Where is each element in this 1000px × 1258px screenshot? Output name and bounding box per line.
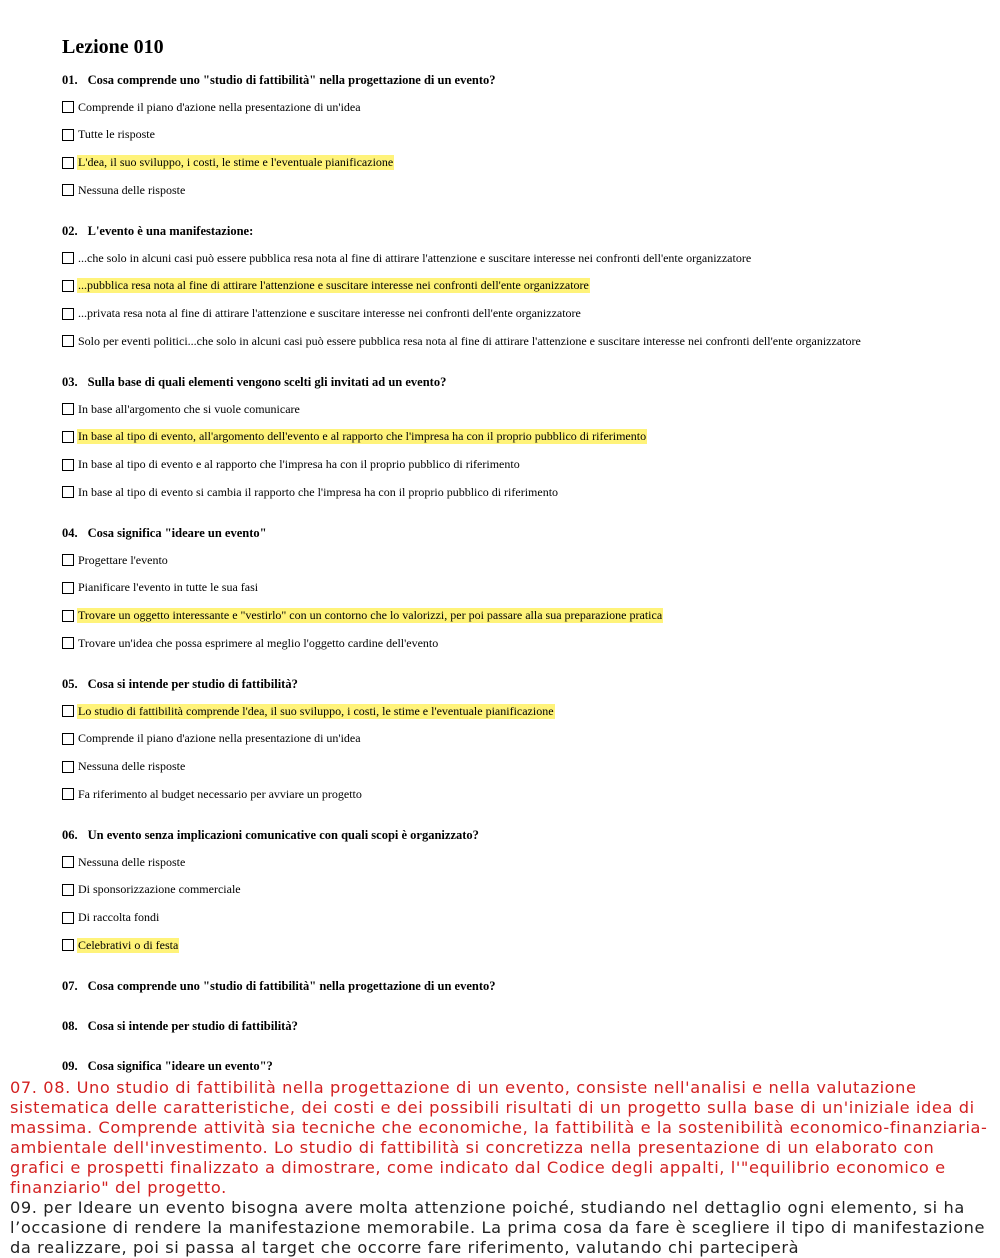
answer-text: In base all'argomento che si vuole comunicare [78, 401, 300, 416]
answer-checkbox[interactable] [62, 856, 74, 868]
question-number: 01. [62, 73, 78, 87]
question-number: 06. [62, 828, 78, 842]
question-text: L'evento è una manifestazione: [87, 224, 254, 238]
answer-text: Pianificare l'evento in tutte le sua fasi [78, 580, 259, 595]
question-number: 09. [62, 1059, 78, 1073]
answer-option[interactable] [62, 333, 862, 349]
answer-text: Comprende il piano d'azione nella presentazione di un'idea [78, 99, 361, 114]
correct-answer-text: Trovare un oggetto interessante e "vestirlo" con un contorno che lo valorizzi, per poi passare alla sua preparazione pratica [78, 608, 663, 623]
answer-checkbox[interactable] [62, 939, 74, 951]
answer-checkbox[interactable] [62, 101, 74, 113]
correct-answer-text: Lo studio di fattibilità comprende l'dea, il suo sviluppo, i costi, le stime e l'eventuale pianificazione [78, 703, 554, 718]
question-number: 03. [62, 375, 78, 389]
question-text: Cosa si intende per studio di fattibilità? [87, 677, 298, 691]
answer-text: Solo per eventi politici...che solo in alcuni casi può essere pubblica resa nota al fine di attirare l'attenzione e suscitare interesse nei confronti dell'ente organizzatore [78, 333, 861, 348]
answer-checkbox[interactable] [62, 252, 74, 264]
answer-option[interactable] [62, 127, 156, 143]
answer-option[interactable] [62, 882, 242, 898]
answer-option[interactable] [62, 155, 394, 171]
question-text: Cosa significa "ideare un evento" [87, 526, 267, 540]
answer-checkbox[interactable] [62, 582, 74, 594]
answer-option[interactable] [62, 759, 186, 775]
answer-option[interactable] [62, 580, 259, 596]
answer-option[interactable] [62, 635, 439, 651]
answer-checkbox[interactable] [62, 129, 74, 141]
answer-checkbox[interactable] [62, 157, 74, 169]
question-text: Sulla base di quali elementi vengono scelti gli invitati ad un evento? [87, 375, 447, 389]
answer-checkbox[interactable] [62, 431, 74, 443]
answer-option[interactable] [62, 250, 752, 266]
correct-answer-text: ...pubblica resa nota al fine di attirare l'attenzione e suscitare interesse nei confronti dell'ente organizzatore [78, 278, 589, 293]
answer-option[interactable] [62, 278, 590, 294]
question-6 [62, 828, 479, 843]
answer-option[interactable] [62, 910, 160, 926]
answer-checkbox[interactable] [62, 403, 74, 415]
answer-checkbox[interactable] [62, 459, 74, 471]
answer-option[interactable] [62, 703, 555, 719]
answer-note-09: 09. per Ideare un evento bisogna avere molta attenzione poiché, studiando nel dettaglio ogni elemento, si ha l’occasione di rendere la manifestazione memorabile. La prima cosa da fare è scegliere il tipo di manifestazione da realizzare, poi si passa al target che occorre fare riferimento, valutando chi parteciperà [10, 1198, 986, 1257]
answer-text: Comprende il piano d'azione nella presentazione di un'idea [78, 731, 361, 746]
answer-note-07-08: 07. 08. Uno studio di fattibilità nella progettazione di un evento, consiste nell'analisi e nella valutazione sistematica delle caratteristiche, dei costi e dei possibili risultati di un progetto sulla base di un'iniziale idea di massima. Comprende attività sia tecniche che economiche, la fattibilità e la sostenibilità economico-finanziaria-ambientale dell'investimento. Lo studio di fattibilità si concretizza nella presentazione di un elaborato con grafici e prospetti finalizzato a dimostrare, come indicato dal Codice degli appalti, l'"equilibrio economico e finanziario" del progetto. [10, 1078, 988, 1197]
question-1 [62, 73, 496, 88]
answer-checkbox[interactable] [62, 761, 74, 773]
answer-option[interactable] [62, 306, 582, 322]
question-text: Cosa comprende uno "studio di fattibilità" nella progettazione di un evento? [87, 979, 496, 993]
question-text: Un evento senza implicazioni comunicative con quali scopi è organizzato? [87, 828, 479, 842]
answer-text: Progettare l'evento [78, 552, 168, 567]
correct-answer-text: L'dea, il suo sviluppo, i costi, le stime e l'eventuale pianificazione [78, 155, 394, 170]
answer-text: ...che solo in alcuni casi può essere pubblica resa nota al fine di attirare l'attenzione e suscitare interesse nei confronti dell'ente organizzatore [78, 250, 752, 265]
correct-answer-text: Celebrativi o di festa [78, 937, 179, 952]
answer-text: Fa riferimento al budget necessario per avviare un progetto [78, 786, 362, 801]
answer-option[interactable] [62, 401, 301, 417]
answer-option[interactable] [62, 786, 363, 802]
question-4 [62, 526, 267, 541]
answer-option[interactable] [62, 99, 362, 115]
lesson-title: Lezione 010 [62, 36, 164, 58]
answer-checkbox[interactable] [62, 733, 74, 745]
correct-answer-text: In base al tipo di evento, all'argomento dell'evento e al rapporto che l'impresa ha con il proprio pubblico di riferimento [78, 429, 647, 444]
answer-text: Di sponsorizzazione commerciale [78, 882, 241, 897]
answer-text: Nessuna delle risposte [78, 182, 186, 197]
answer-checkbox[interactable] [62, 788, 74, 800]
question-number: 02. [62, 224, 78, 238]
answer-checkbox[interactable] [62, 280, 74, 292]
question-7 [62, 979, 496, 994]
answer-text: Nessuna delle risposte [78, 854, 186, 869]
answer-text: ...privata resa nota al fine di attirare l'attenzione e suscitare interesse nei confronti dell'ente organizzatore [78, 306, 581, 321]
answer-option[interactable] [62, 457, 521, 473]
question-3 [62, 375, 446, 390]
question-text: Cosa significa "ideare un evento"? [87, 1059, 273, 1073]
answer-option[interactable] [62, 429, 647, 445]
question-5 [62, 677, 298, 692]
answer-checkbox[interactable] [62, 184, 74, 196]
answer-option[interactable] [62, 552, 169, 568]
question-number: 08. [62, 1019, 78, 1033]
answer-text: Tutte le risposte [78, 127, 155, 142]
answer-text: In base al tipo di evento si cambia il rapporto che l'impresa ha con il proprio pubblico di riferimento [78, 484, 559, 499]
answer-text: In base al tipo di evento e al rapporto che l'impresa ha con il proprio pubblico di riferimento [78, 457, 520, 472]
answer-option[interactable] [62, 937, 179, 953]
answer-checkbox[interactable] [62, 335, 74, 347]
answer-checkbox[interactable] [62, 610, 74, 622]
answer-checkbox[interactable] [62, 637, 74, 649]
notes-section [10, 1078, 988, 1258]
question-9 [62, 1059, 273, 1074]
question-number: 04. [62, 526, 78, 540]
answer-checkbox[interactable] [62, 308, 74, 320]
question-text: Cosa si intende per studio di fattibilità? [87, 1019, 298, 1033]
answer-checkbox[interactable] [62, 884, 74, 896]
answer-option[interactable] [62, 182, 186, 198]
question-8 [62, 1019, 298, 1034]
answer-text: Trovare un'idea che possa esprimere al meglio l'oggetto cardine dell'evento [78, 635, 439, 650]
answer-checkbox[interactable] [62, 912, 74, 924]
answer-option[interactable] [62, 608, 663, 624]
answer-option[interactable] [62, 484, 559, 500]
answer-checkbox[interactable] [62, 486, 74, 498]
answer-text: Nessuna delle risposte [78, 759, 186, 774]
answer-option[interactable] [62, 731, 362, 747]
question-text: Cosa comprende uno "studio di fattibilità" nella progettazione di un evento? [87, 73, 496, 87]
question-2 [62, 224, 253, 239]
answer-option[interactable] [62, 854, 186, 870]
answer-checkbox[interactable] [62, 705, 74, 717]
answer-checkbox[interactable] [62, 554, 74, 566]
question-number: 07. [62, 979, 78, 993]
answer-text: Di raccolta fondi [78, 910, 160, 925]
question-number: 05. [62, 677, 78, 691]
